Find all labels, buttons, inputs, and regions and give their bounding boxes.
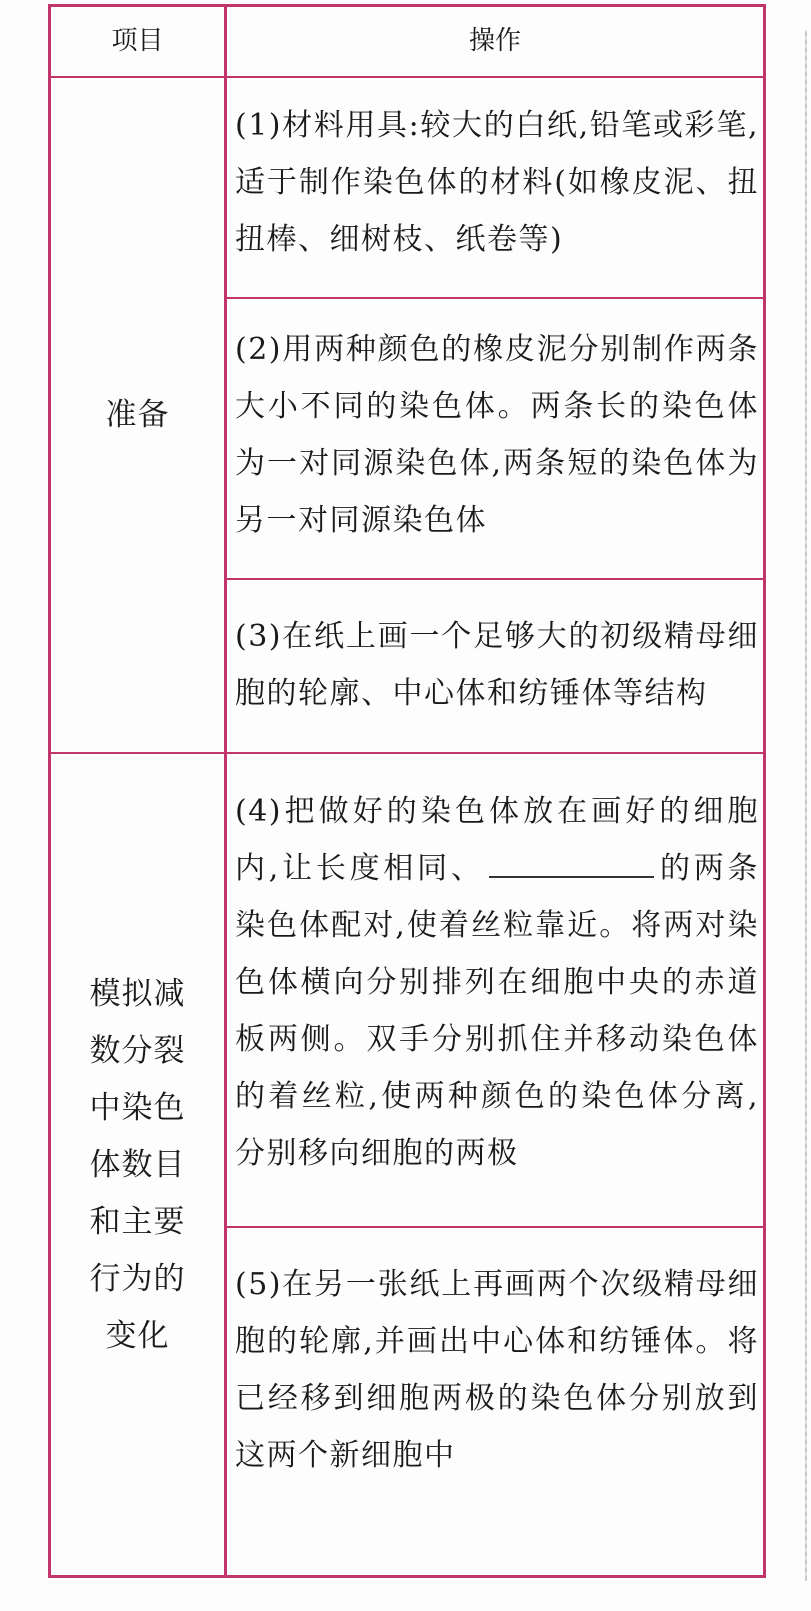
item-cell-simulation	[51, 755, 224, 1575]
item-cell-preparation	[51, 79, 224, 752]
step-divider-2-3	[224, 578, 766, 580]
group-divider	[48, 752, 766, 754]
step-text-5: (5)在另一张纸上再画两个次级精母细胞的轮廓,并画出中心体和纺锤体。将已经移到细胞两极的染色体分别放到这两个新细胞中	[235, 1267, 759, 1473]
step-cell-5	[235, 1256, 759, 1484]
step-cell-3	[235, 608, 759, 722]
column-header-operation: 操作	[468, 26, 521, 56]
step-cell-2	[235, 321, 759, 549]
item-label-preparation: 准备	[105, 397, 170, 433]
step-4-text-after-blank: 的两条染色体配对,使着丝粒靠近。将两对染色体横向分别排列在细胞中央的赤道板两侧。双手分别抓住并移动染色体的着丝粒,使两种颜色的染色体分离,分别移向细胞的两极	[235, 851, 759, 1171]
column-header-item: 项目	[111, 26, 164, 56]
column-divider	[224, 4, 227, 1578]
step-divider-4-5	[224, 1226, 766, 1228]
step-text-2: (2)用两种颜色的橡皮泥分别制作两条大小不同的染色体。两条长的染色体为一对同源染色体,两条短的染色体为另一对同源染色体	[235, 332, 759, 538]
step-divider-1-2	[224, 297, 766, 299]
header-row-divider	[48, 76, 766, 78]
step-4-text-before-blank: (4)把做好的染色体放在画好的细胞内,让长度相同、	[235, 794, 759, 886]
step-text-3: (3)在纸上画一个足够大的初级精母细胞的轮廓、中心体和纺锤体等结构	[235, 619, 759, 711]
page-edge-perforation	[805, 30, 807, 1581]
item-label-simulation: 模拟减数分裂中染色体数目和主要行为的变化	[89, 975, 186, 1354]
step-text-1: (1)材料用具:较大的白纸,铅笔或彩笔,适于制作染色体的材料(如橡皮泥、扭扭棒、细树枝、纸卷等)	[235, 108, 759, 257]
step-cell-4	[235, 783, 759, 1182]
step-text-4	[235, 783, 759, 1182]
fill-in-blank[interactable]	[489, 846, 654, 878]
step-cell-1	[235, 97, 759, 268]
